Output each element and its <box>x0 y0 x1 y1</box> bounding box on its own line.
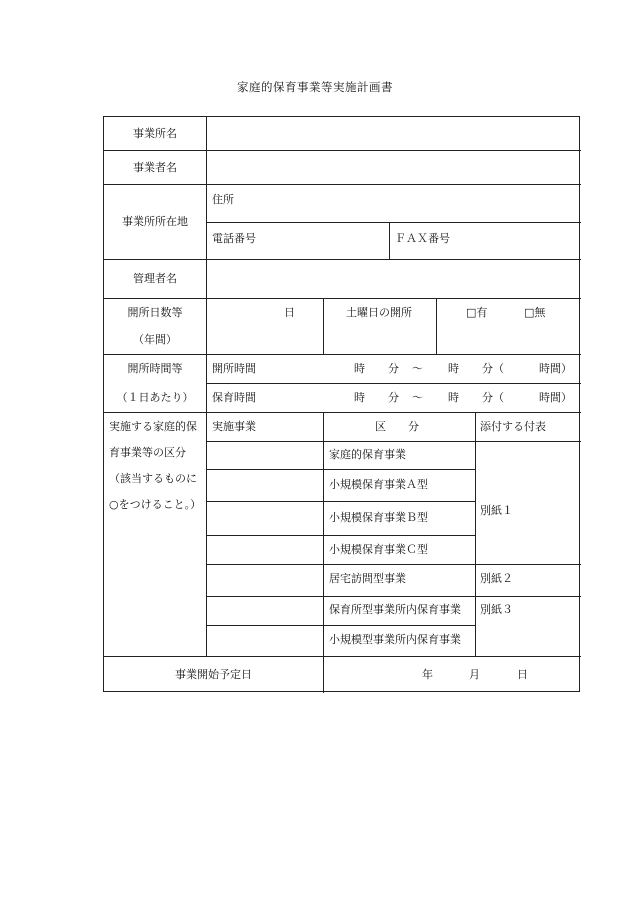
saturday-open-label: 土曜日の開所 <box>346 306 412 319</box>
day-unit: 日 <box>517 668 528 681</box>
care-time-label: 保育時間 <box>212 391 256 404</box>
row-divider <box>206 383 581 384</box>
office-location-label: 事業所所在地 <box>122 215 188 228</box>
office-name-label: 事業所名 <box>133 127 177 140</box>
appendix-1: 別紙１ <box>480 504 513 517</box>
phone-label: 電話番号 <box>212 232 256 245</box>
days-unit: 日 <box>284 306 295 319</box>
row-divider <box>104 184 581 185</box>
category-header: 区 分 <box>375 420 419 433</box>
implemented-business-header: 実施事業 <box>212 420 256 433</box>
implemented-category-label: 実施する家庭的保育事業等の区分（該当するものに○をつけること。） <box>109 420 202 511</box>
category-item: 小規模保育事業Ａ型 <box>329 478 428 491</box>
per-year-label: （年間） <box>133 333 177 346</box>
column-divider <box>206 117 207 656</box>
appendix-2: 別紙２ <box>480 572 513 585</box>
minute-unit: 分 <box>388 362 399 375</box>
open-days-label: 開所日数等 <box>127 306 183 319</box>
category-item: 小規模型事業所内保育事業 <box>329 633 461 646</box>
hour-unit: 時 <box>448 362 459 375</box>
column-divider <box>323 412 324 693</box>
plan-form-table <box>103 116 580 692</box>
document-title: 家庭的保育事業等実施計画書 <box>237 80 393 94</box>
row-divider <box>104 150 581 151</box>
saturday-no-checkbox[interactable]: □無 <box>524 306 546 319</box>
row-divider <box>104 354 581 355</box>
saturday-yes-checkbox[interactable]: □有 <box>466 306 488 319</box>
manager-name-label: 管理者名 <box>133 272 177 285</box>
category-item: 小規模保育事業Ｃ型 <box>329 543 428 556</box>
fax-label: ＦＡＸ番号 <box>395 232 450 245</box>
row-divider <box>104 259 581 260</box>
row-divider <box>104 412 581 413</box>
address-label: 住所 <box>212 193 234 206</box>
per-day-label: （１日あたり） <box>116 391 194 404</box>
row-divider <box>206 535 475 536</box>
hours-paren: 時間） <box>539 391 572 404</box>
row-divider <box>206 501 475 502</box>
hour-unit: 時 <box>448 391 459 404</box>
minute-unit: 分（ <box>482 362 504 375</box>
row-divider <box>206 564 581 565</box>
row-divider <box>206 469 475 470</box>
open-time-label: 開所時間 <box>212 362 256 375</box>
row-divider <box>104 656 581 657</box>
row-divider <box>206 596 581 597</box>
open-hours-label: 開所時間等 <box>127 362 183 375</box>
hour-unit: 時 <box>354 391 365 404</box>
column-divider <box>475 412 476 656</box>
hour-unit: 時 <box>354 362 365 375</box>
row-divider <box>206 441 581 442</box>
column-divider <box>436 298 437 354</box>
row-divider <box>206 222 581 223</box>
row-divider <box>104 298 581 299</box>
category-item: 居宅訪問型事業 <box>329 572 406 585</box>
appendix-3: 別紙３ <box>480 603 513 616</box>
category-item: 小規模保育事業Ｂ型 <box>329 511 428 524</box>
hours-paren: 時間） <box>539 362 572 375</box>
operator-name-label: 事業者名 <box>133 161 177 174</box>
year-unit: 年 <box>422 668 433 681</box>
start-date-label: 事業開始予定日 <box>175 668 252 681</box>
attached-table-header: 添付する付表 <box>480 420 546 433</box>
tilde: 〜 <box>412 391 423 404</box>
row-divider <box>206 625 475 626</box>
minute-unit: 分 <box>388 391 399 404</box>
category-item: 保育所型事業所内保育事業 <box>329 603 461 616</box>
column-divider <box>323 298 324 354</box>
category-item: 家庭的保育事業 <box>329 448 406 461</box>
column-divider <box>389 222 390 259</box>
tilde: 〜 <box>412 362 423 375</box>
month-unit: 月 <box>469 668 480 681</box>
minute-unit: 分（ <box>482 391 504 404</box>
